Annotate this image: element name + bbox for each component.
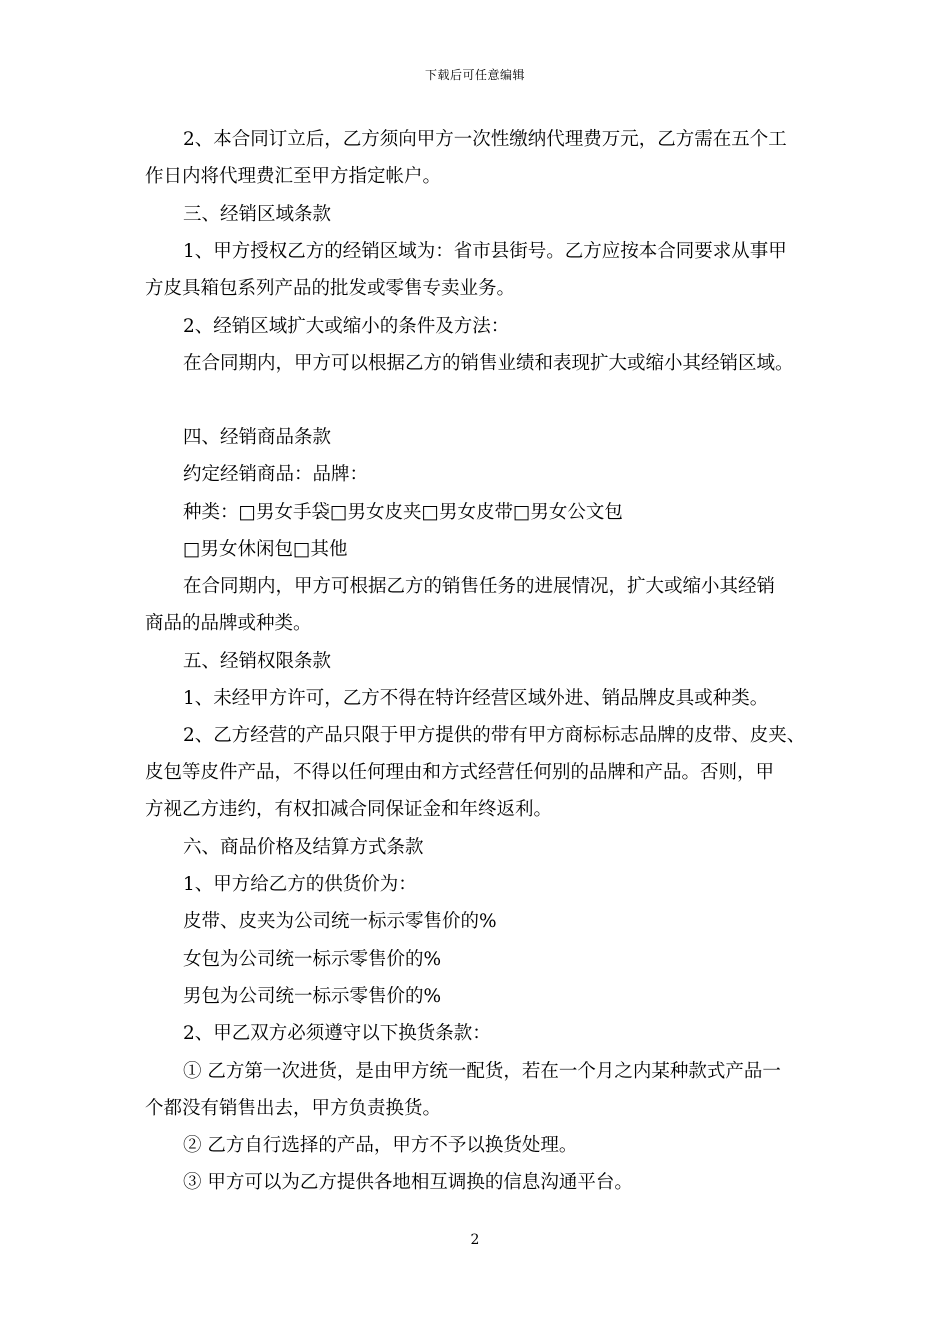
- page-header: 下载后可任意编辑: [424, 68, 525, 82]
- text-line: 作日内将代理费汇至甲方指定帐户。: [145, 166, 442, 187]
- section-heading: 六、商品价格及结算方式条款: [183, 837, 424, 858]
- text-line: 男包为公司统一标示零售价的%: [183, 986, 442, 1007]
- text-line: □男女休闲包□其他: [183, 539, 348, 560]
- text-line: 在合同期内，甲方可以根据乙方的销售业绩和表现扩大或缩小其经销区域。: [183, 353, 794, 374]
- section-heading: 五、经销权限条款: [183, 651, 332, 672]
- text-line: 2、乙方经营的产品只限于甲方提供的带有甲方商标标志品牌的皮带、皮夹、: [183, 725, 806, 746]
- text-line: ② 乙方自行选择的产品，甲方不予以换货处理。: [183, 1135, 578, 1156]
- text-line: 2、经销区域扩大或缩小的条件及方法：: [183, 316, 510, 337]
- text-line: 商品的品牌或种类。: [145, 613, 312, 634]
- text-line: 皮包等皮件产品，不得以任何理由和方式经营任何别的品牌和产品。否则，甲: [145, 762, 775, 783]
- section-heading: 四、经销商品条款: [183, 427, 332, 448]
- text-line: 种类：□男女手袋□男女皮夹□男女皮带□男女公文包: [183, 502, 623, 523]
- text-line: ③ 甲方可以为乙方提供各地相互调换的信息沟通平台。: [183, 1172, 633, 1193]
- text-line: 1、未经甲方许可，乙方不得在特许经营区域外进、销品牌皮具或种类。: [183, 688, 769, 709]
- text-line: 个都没有销售出去，甲方负责换货。: [145, 1098, 442, 1119]
- page-number: 2: [470, 1232, 480, 1248]
- text-line: 1、甲方授权乙方的经销区域为：省市县街号。乙方应按本合同要求从事甲: [183, 241, 787, 262]
- text-line: ① 乙方第一次进货，是由甲方统一配货，若在一个月之内某种款式产品一: [183, 1061, 781, 1082]
- text-line: 在合同期内，甲方可根据乙方的销售任务的进展情况，扩大或缩小其经销: [183, 576, 776, 597]
- text-line: 方皮具箱包系列产品的批发或零售专卖业务。: [145, 278, 516, 299]
- section-heading: 三、经销区域条款: [183, 204, 332, 225]
- text-line: 方视乙方违约，有权扣减合同保证金和年终返利。: [145, 799, 553, 820]
- text-line: 女包为公司统一标示零售价的%: [183, 949, 442, 970]
- text-line: 1、甲方给乙方的供货价为：: [183, 874, 417, 895]
- text-line: 2、甲乙双方必须遵守以下换货条款：: [183, 1023, 491, 1044]
- text-line: 约定经销商品：品牌：: [183, 464, 369, 485]
- text-line: 2、本合同订立后，乙方须向甲方一次性缴纳代理费万元，乙方需在五个工: [183, 129, 787, 150]
- text-line: 皮带、皮夹为公司统一标示零售价的%: [183, 911, 497, 932]
